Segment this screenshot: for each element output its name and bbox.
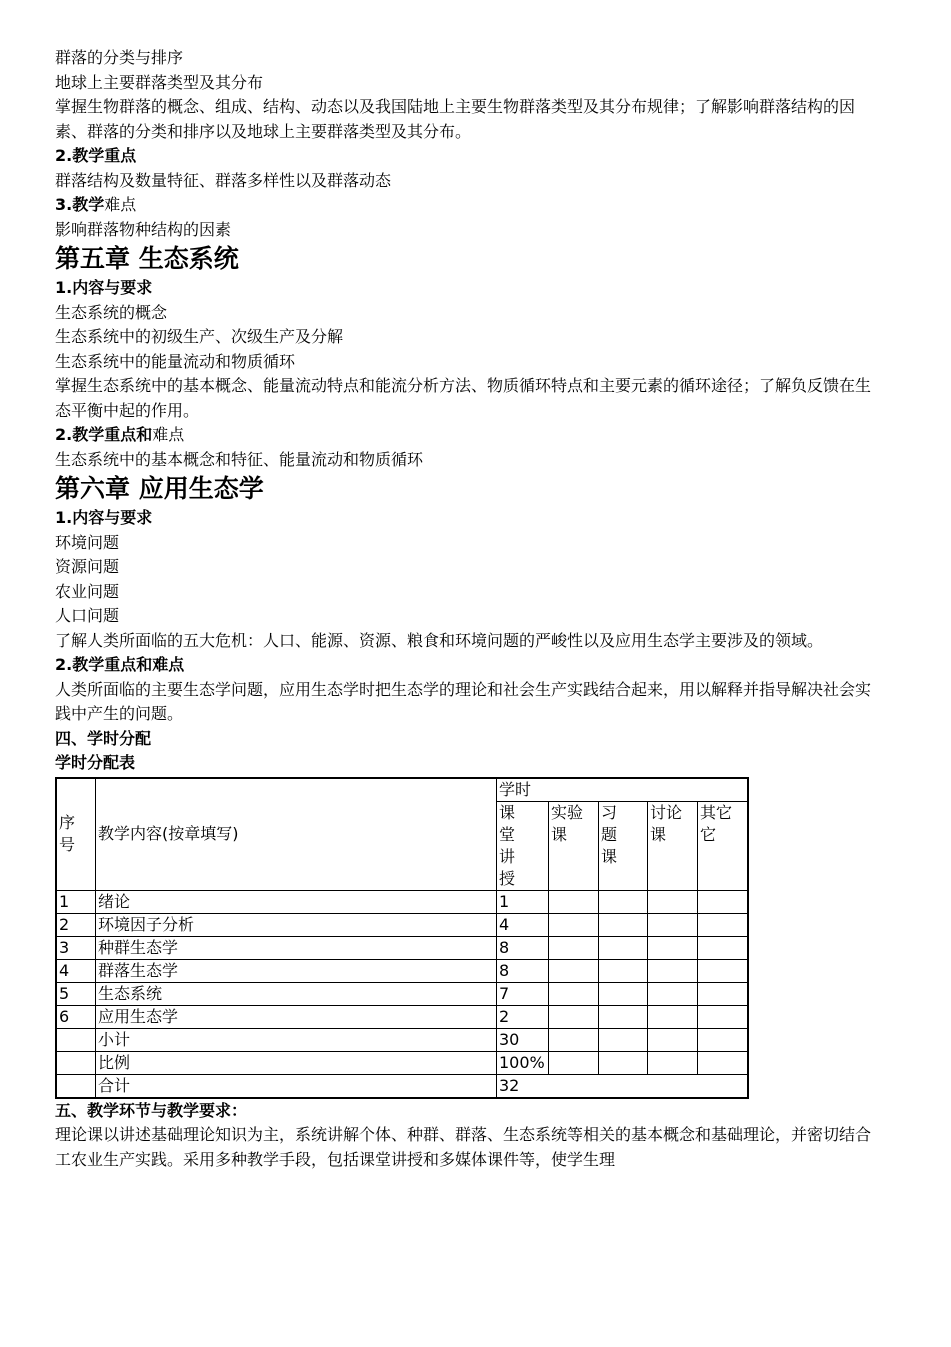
cell-discussion xyxy=(648,982,698,1005)
header-exercise: 习题课 xyxy=(599,801,648,890)
cell-lecture: 8 xyxy=(497,936,549,959)
cell-number: 6 xyxy=(56,1005,96,1028)
list-item: 环境问题 xyxy=(55,532,120,552)
section5-title: 五、教学环节与教学要求： xyxy=(55,1100,248,1120)
ch4-key-label: 2.教学重点 xyxy=(55,146,137,165)
header-content: 教学内容(按章填写) xyxy=(96,778,497,891)
list-item: 生态系统中的能量流动和物质循环 xyxy=(55,351,296,371)
paragraph-ch5-requirements: 掌握生态系统中的基本概念、能量流动特点和能流分析方法、物质循环特点和主要元素的循环途径；了解负反馈在生态平衡中起的作用。 xyxy=(55,376,872,420)
ch5-key-label-bold: 2.教学重点和 xyxy=(55,425,153,444)
header-hours: 学时 xyxy=(497,778,749,802)
table-total-row xyxy=(56,1074,748,1098)
ch4-difficulty-text: 影响群落物种结构的因素 xyxy=(55,219,232,239)
cell-content: 应用生态学 xyxy=(96,1005,497,1028)
cell-exercise xyxy=(599,1028,648,1051)
table-row xyxy=(56,1051,748,1074)
header-discussion: 讨论课 xyxy=(648,801,698,890)
table-row xyxy=(56,936,748,959)
table-row xyxy=(56,982,748,1005)
header-number: 序号 xyxy=(56,778,96,891)
cell-exercise xyxy=(599,913,648,936)
cell-lab xyxy=(549,936,599,959)
chapter6-title: 第六章 应用生态学 xyxy=(55,474,264,503)
cell-other xyxy=(698,1005,749,1028)
cell-content: 环境因子分析 xyxy=(96,913,497,936)
cell-content: 种群生态学 xyxy=(96,936,497,959)
cell-number xyxy=(56,1028,96,1051)
header-lab: 实验课 xyxy=(549,801,599,890)
ch6-key-text: 人类所面临的主要生态学问题，应用生态学时把生态学的理论和社会生产实践结合起来，用以解释并指导解决社会实践中产生的问题。 xyxy=(55,679,872,723)
table-row xyxy=(56,1005,748,1028)
cell-content: 绪论 xyxy=(96,890,497,913)
table-row xyxy=(56,959,748,982)
cell-discussion xyxy=(648,1028,698,1051)
cell-exercise xyxy=(599,982,648,1005)
chapter5-title: 第五章 生态系统 xyxy=(55,244,239,273)
cell-number xyxy=(56,1074,96,1098)
cell-other xyxy=(698,936,749,959)
cell-lecture: 1 xyxy=(497,890,549,913)
table-row xyxy=(56,1028,748,1051)
cell-number: 1 xyxy=(56,890,96,913)
cell-number: 2 xyxy=(56,913,96,936)
cell-exercise xyxy=(599,936,648,959)
cell-lecture: 2 xyxy=(497,1005,549,1028)
ch4-key-text: 群落结构及数量特征、群落多样性以及群落动态 xyxy=(55,170,392,190)
cell-exercise xyxy=(599,1051,648,1074)
cell-content: 生态系统 xyxy=(96,982,497,1005)
cell-number: 4 xyxy=(56,959,96,982)
cell-lecture: 8 xyxy=(497,959,549,982)
cell-lecture: 100% xyxy=(497,1051,549,1074)
cell-other xyxy=(698,913,749,936)
list-item: 资源问题 xyxy=(55,557,120,576)
section4-title: 四、学时分配 xyxy=(55,728,152,748)
cell-number: 3 xyxy=(56,936,96,959)
cell-lab xyxy=(549,1005,599,1028)
cell-discussion xyxy=(648,936,698,959)
section5-paragraph: 理论课以讲述基础理论知识为主，系统讲解个体、种群、群落、生态系统等相关的基本概念和基础理论，并密切结合工农业生产实践。采用多种教学手段，包括课堂讲授和多媒体课件等，使学生理 xyxy=(55,1125,872,1169)
cell-content: 比例 xyxy=(96,1051,497,1074)
cell-lab xyxy=(549,982,599,1005)
cell-lab xyxy=(549,913,599,936)
ch5-key-text: 生态系统中的基本概念和特征、能量流动和物质循环 xyxy=(55,449,424,469)
cell-discussion xyxy=(648,890,698,913)
cell-lab xyxy=(549,1028,599,1051)
table-title: 学时分配表 xyxy=(55,753,136,772)
table-header-row xyxy=(56,778,748,802)
cell-other xyxy=(698,982,749,1005)
list-item: 农业问题 xyxy=(55,581,120,601)
cell-lab xyxy=(549,890,599,913)
cell-lecture: 4 xyxy=(497,913,549,936)
text-line: 地球上主要群落类型及其分布 xyxy=(55,72,264,92)
ch5-requirements-label: 1.内容与要求 xyxy=(55,278,153,297)
cell-lecture: 30 xyxy=(497,1028,549,1051)
cell-content: 群落生态学 xyxy=(96,959,497,982)
ch5-key-label xyxy=(55,423,951,448)
ch4-difficulty-label-bold: 3.教学 xyxy=(55,195,105,214)
cell-discussion xyxy=(648,1005,698,1028)
cell-content: 小计 xyxy=(96,1028,497,1051)
table-row xyxy=(56,890,748,913)
cell-exercise xyxy=(599,890,648,913)
hours-allocation-table xyxy=(55,777,749,1099)
cell-discussion xyxy=(648,1051,698,1074)
ch4-difficulty-label-rest: 难点 xyxy=(104,195,137,214)
cell-total-label: 合计 xyxy=(96,1074,497,1098)
cell-other xyxy=(698,1051,749,1074)
cell-lab xyxy=(549,959,599,982)
cell-lecture: 7 xyxy=(497,982,549,1005)
list-item: 生态系统的概念 xyxy=(55,302,168,322)
ch6-requirements-label: 1.内容与要求 xyxy=(55,508,153,527)
table-row xyxy=(56,913,748,936)
list-item: 生态系统中的初级生产、次级生产及分解 xyxy=(55,327,344,346)
cell-other xyxy=(698,959,749,982)
cell-number xyxy=(56,1051,96,1074)
paragraph-ch4-requirements: 掌握生物群落的概念、组成、结构、动态以及我国陆地上主要生物群落类型及其分布规律；了解影响群落结构的因素、群落的分类和排序以及地球上主要群落类型及其分布。 xyxy=(55,97,856,141)
cell-total-value: 32 xyxy=(497,1074,749,1098)
cell-other xyxy=(698,1028,749,1051)
text-line: 群落的分类与排序 xyxy=(55,48,184,67)
cell-exercise xyxy=(599,959,648,982)
header-lecture: 课堂讲授 xyxy=(497,801,549,890)
ch5-key-label-rest: 难点 xyxy=(152,425,185,444)
cell-lab xyxy=(549,1051,599,1074)
cell-other xyxy=(698,890,749,913)
cell-discussion xyxy=(648,913,698,936)
cell-exercise xyxy=(599,1005,648,1028)
cell-number: 5 xyxy=(56,982,96,1005)
ch6-key-label: 2.教学重点和难点 xyxy=(55,655,185,674)
paragraph-ch6-requirements: 了解人类所面临的五大危机：人口、能源、资源、粮食和环境问题的严峻性以及应用生态学主要涉及的领域。 xyxy=(55,630,824,650)
list-item: 人口问题 xyxy=(55,606,120,625)
cell-discussion xyxy=(648,959,698,982)
header-other: 其它它 xyxy=(698,801,749,890)
ch4-difficulty-label xyxy=(55,193,951,218)
